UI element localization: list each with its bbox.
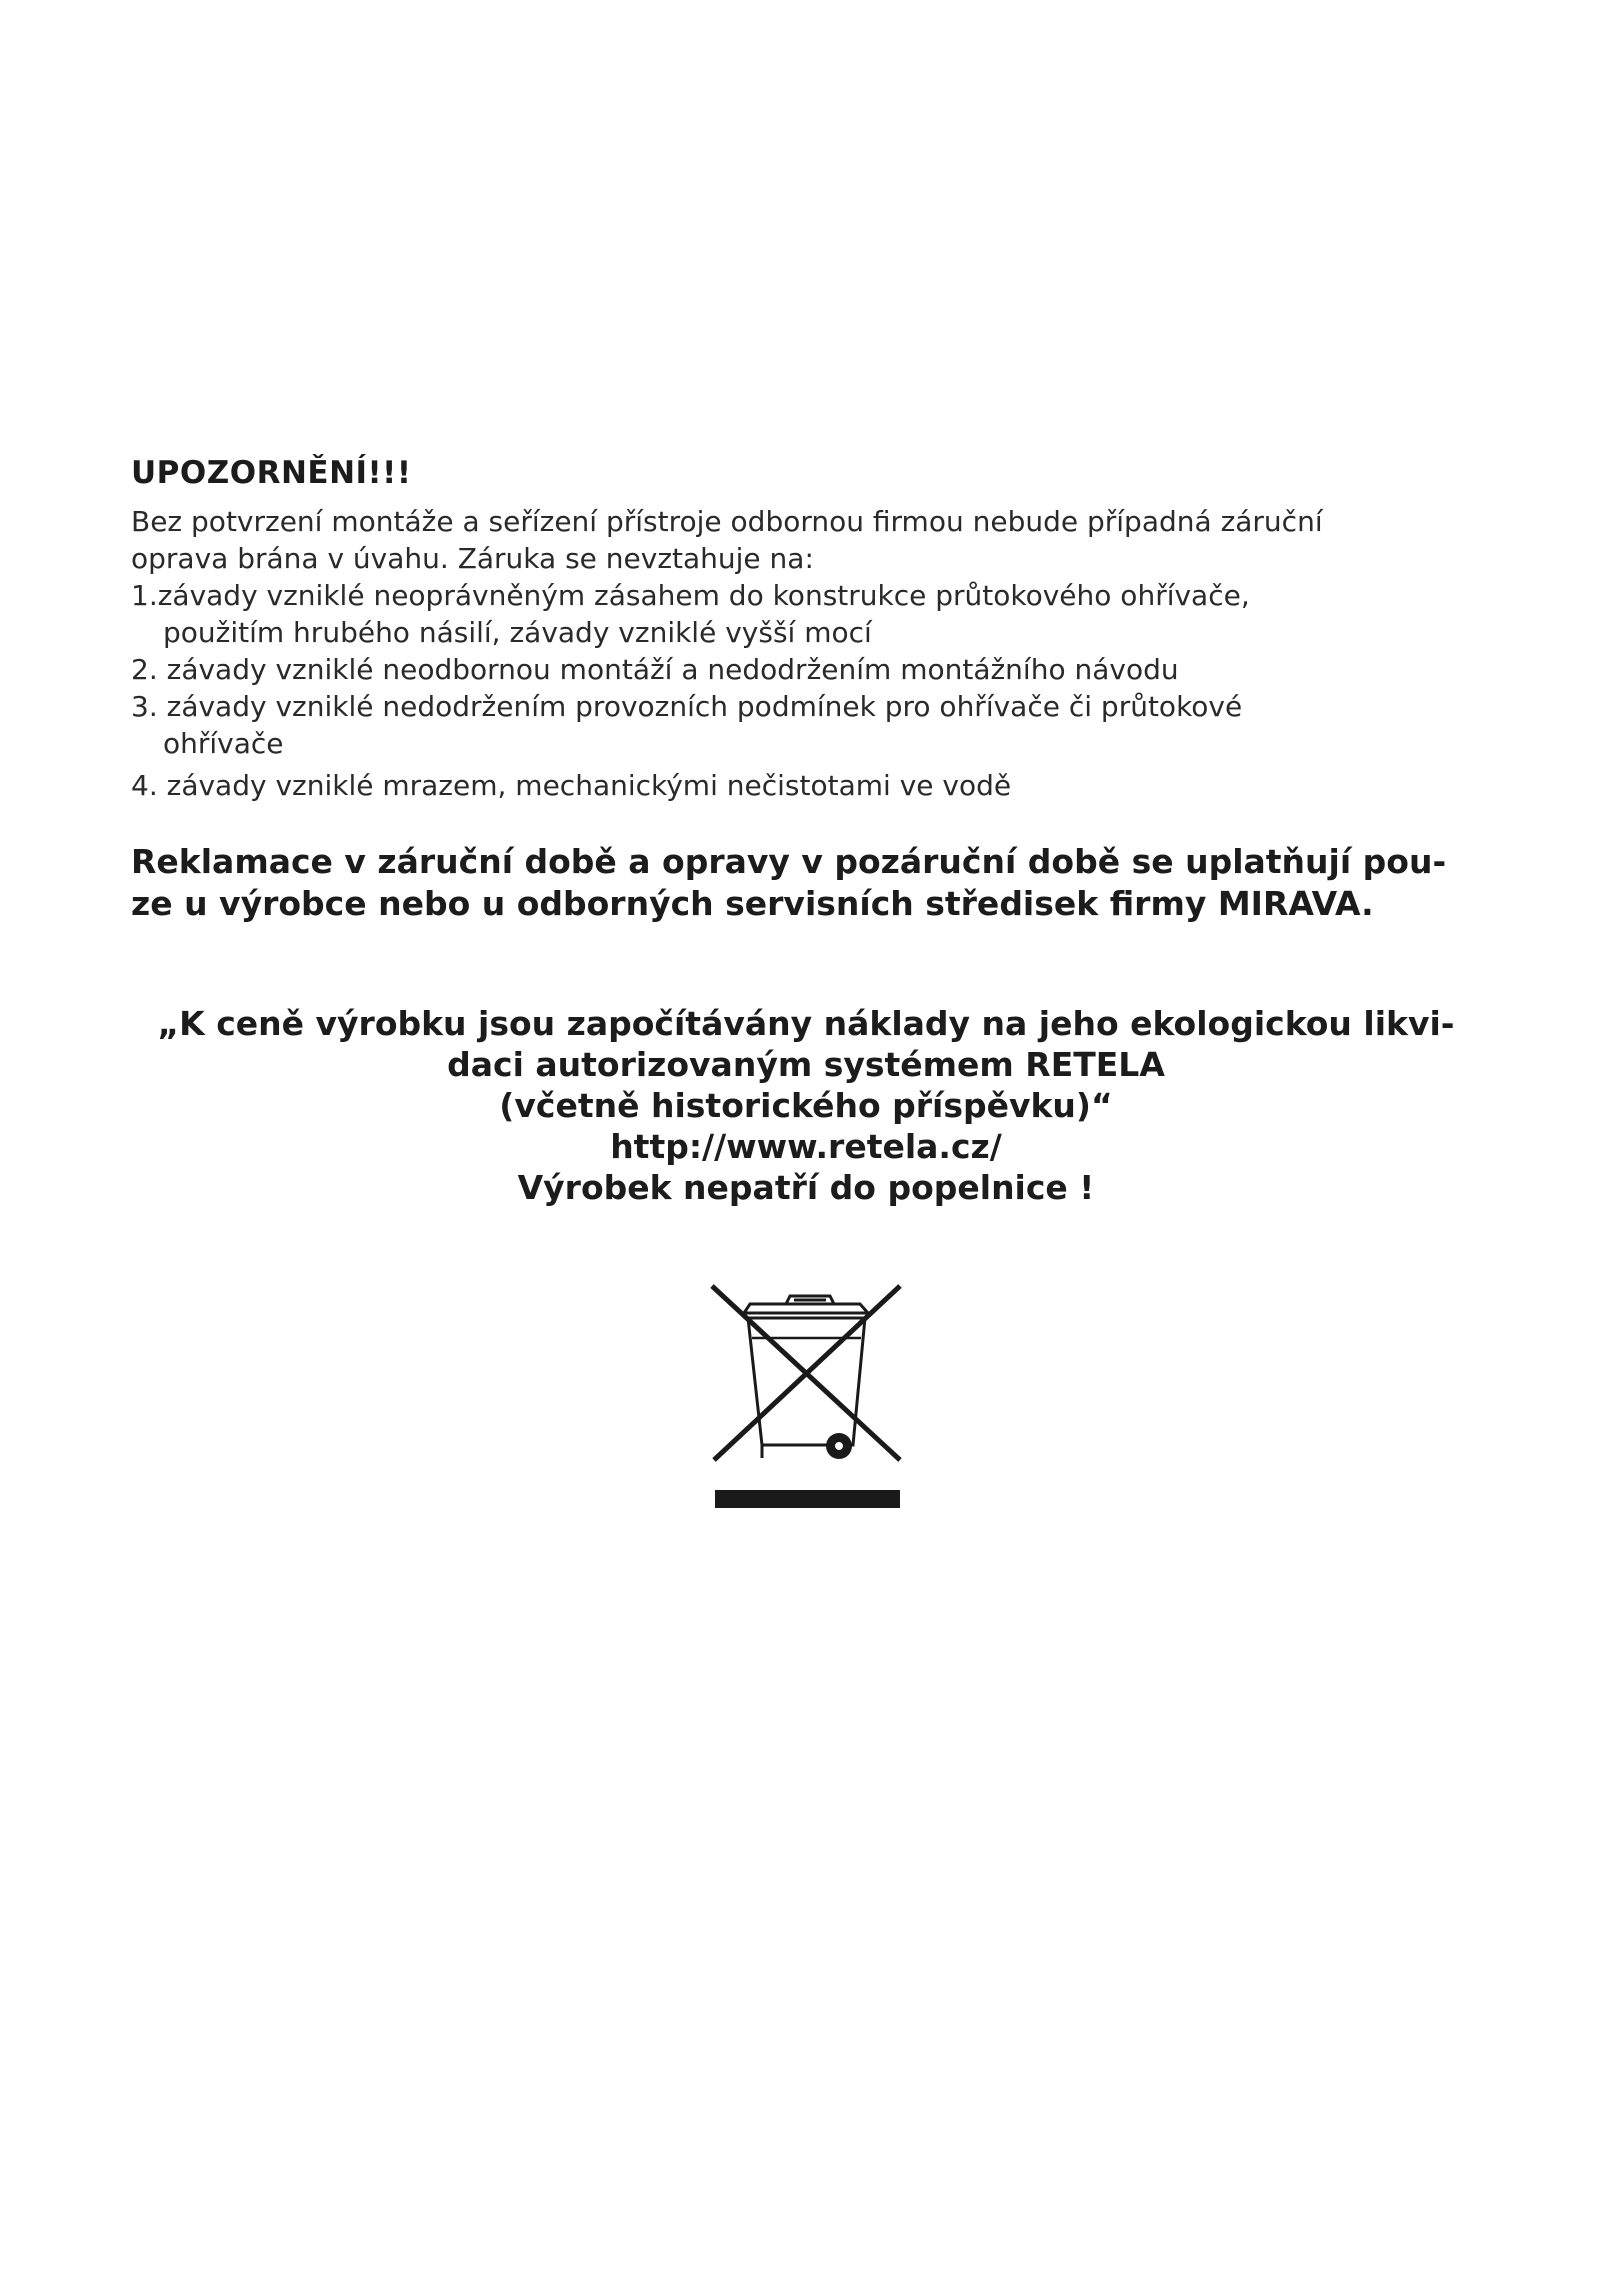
disposal-line: daci autorizovaným systémem RETELA bbox=[447, 1045, 1165, 1084]
warning-intro-line: Bez potvrzení montáže a seřízení přístroje odbornou firmou nebude případná záruční bbox=[131, 505, 1323, 538]
retela-url: http://www.retela.cz/ bbox=[610, 1127, 1002, 1166]
not-household-waste-notice: Výrobek nepatří do popelnice ! bbox=[517, 1168, 1095, 1207]
disposal-line: „K ceně výrobku jsou započítávány náklady na jeho ekologickou likvi- bbox=[157, 1004, 1455, 1043]
crossed-out-wheelie-bin-icon bbox=[710, 1280, 910, 1510]
warning-intro-line: oprava brána v úvahu. Záruka se nevztahuje na: bbox=[131, 542, 814, 575]
disposal-notice bbox=[0, 1003, 1600, 1208]
exclusion-item: 1.závady vzniklé neoprávněným zásahem do konstrukce průtokového ohřívače, bbox=[131, 579, 1250, 612]
warning-title: UPOZORNĚNÍ!!! bbox=[131, 455, 412, 491]
exclusion-item-continuation: ohřívače bbox=[163, 727, 284, 760]
exclusion-item: 2. závady vzniklé neodbornou montáží a nedodržením montážního návodu bbox=[131, 653, 1179, 686]
complaint-paragraph bbox=[131, 841, 1446, 925]
exclusion-item: 4. závady vzniklé mrazem, mechanickými nečistotami ve vodě bbox=[131, 769, 1012, 802]
warning-block bbox=[131, 503, 1323, 804]
disposal-line: (včetně historického příspěvku)“ bbox=[499, 1086, 1113, 1125]
complaint-line: Reklamace v záruční době a opravy v pozáruční době se uplatňují pou- bbox=[131, 842, 1447, 881]
complaint-line: ze u výrobce nebo u odborných servisních středisek firmy MIRAVA. bbox=[131, 884, 1374, 923]
exclusion-item: 3. závady vzniklé nedodržením provozních podmínek pro ohřívače či průtokové bbox=[131, 690, 1243, 723]
exclusion-item-continuation: použitím hrubého násilí, závady vzniklé vyšší mocí bbox=[163, 616, 872, 649]
